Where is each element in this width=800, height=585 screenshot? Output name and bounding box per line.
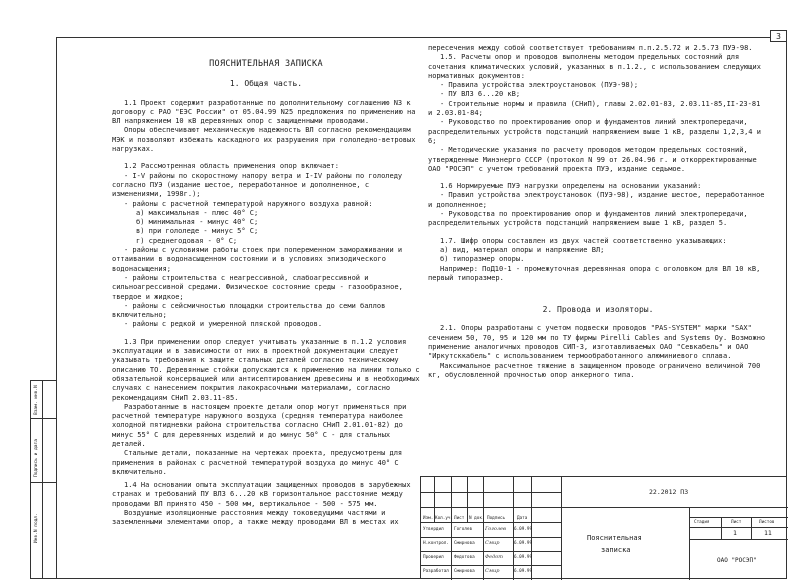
signature-image: Федот [485,554,504,560]
role-name: Федотова [454,555,475,560]
strip-label-inventory: Инв.N подл. [34,513,39,543]
paragraph: Стальные детали, показанные на чертежах проекта, предусмотрены для применения в районах с расчетной температурой воздуха до минус 40° C включительно. [112,449,403,476]
signature-image: Гоголев [485,526,506,532]
stage-header: Стадия [694,520,710,525]
left-margin-strip [30,380,56,579]
left-text-column [112,48,420,528]
sheet-number: 3 [770,30,787,42]
paragraph: 1.1 Проект содержит разработанные по дополнительному соглашению N3 к договору с РАО "ЕЭС России" от 05.04.99 N25 предложения по применению на ВЛ напряжением 10 кВ деревянных опор с защищенными проводами. [112,98,416,126]
role-label: Проверил [423,555,444,560]
signature-image: Смир [485,540,500,546]
sheet-value: 1 [733,529,737,537]
document-title-line-2: записка [601,546,631,554]
list-item: б) минимальная - минус 40° C; [136,218,259,227]
col-header-sheet: Лист [454,516,465,521]
paragraph: 1.2 Рассмотренная область применения опор включает: [124,162,339,171]
list-item: - I-V районы по скоростному напору ветра и I-IV районы по гололеду согласно ПУЭ (издание шестое, переработанное и дополненное, с изменениями, 1998г.); [112,171,403,199]
role-date: 6.09.99 [514,555,533,560]
section-heading-2: 2. Провода и изоляторы. [542,305,654,315]
document-title-line-1: Пояснительная [587,534,642,542]
strip-cell-signature [31,419,56,483]
list-item: - ПУ ВЛЗ 6...20 кВ; [440,90,521,99]
sheets-value: 11 [764,529,772,537]
col-header-docnum: N док. [469,516,485,521]
right-text-column [428,44,768,380]
strip-cell-replacement [31,381,56,419]
strip-cell-inventory [31,483,56,580]
sheets-header: Листов [759,520,775,525]
col-header-change: Изм. [423,516,434,521]
role-name: Смирнова [454,569,475,574]
paragraph: пересечения между собой соответствует требованиям п.п.2.5.72 и 2.5.73 ПУЭ-98. [428,44,753,52]
list-item: - районы с сейсмичностью площадки строительства до семи баллов включительно; [112,301,386,320]
paragraph: Максимальное расчетное тяжение в защищенном проводе ограничено величиной 700 кг, обусловленной прочностью опор анкерного типа. [428,361,761,379]
list-item: - районы строительства с неагрессивной, слабоагрессивной и сильноагрессивной средами. Физическое состояние среды - газообразное, твердое и жидкое; [112,273,403,301]
list-item: в) при гололеде - минус 5° C; [136,227,259,236]
section-heading-1: 1. Общая часть. [229,79,303,89]
list-item: - районы с расчетной температурой наружного воздуха равной: [124,199,373,208]
title-block [420,476,787,579]
col-header-date: Дата [517,516,528,521]
role-name: Смирнова [454,541,475,546]
list-item: - Руководства по проектированию опор и фундаментов линий электропередачи, распределительных устройств подстанций напряжением выше 1 кВ, раздел 5. [428,210,748,228]
col-header-signature: Подпись [487,516,506,521]
strip-label-signature: Подпись и дата [34,439,39,477]
role-date: 6.09.99 [514,569,533,574]
list-item: - Руководство по проектированию опор и фундаментов линий электропередачи, распределительных устройств подстанций напряжением выше 1 кВ, разделы 1,2,3,4 и 6; [428,118,761,145]
list-item: - районы с условиями работы стоек при попеременном замораживании и оттаивании в водонасыщенном состоянии и в условиях эпизодического водонасыщения; [112,246,403,273]
paragraph: Например: ПоД10-1 - промежуточная деревянная опора с оголовком для ВЛ 10 кВ, первый типоразмер. [428,264,761,282]
list-item: - Методические указания по расчету проводов методом предельных состояний, утвержденные Минэнерго СССР (протокол N 99 от 26.04.96 г. и откорректированные ОАО "РОСЭП" с учетом требований проекта ПУЭ, издание седьмое. [428,146,757,173]
list-item: - районы с редкой и умеренной пляской проводов. [124,320,323,329]
sheet-header: Лист [731,520,742,525]
signature-image: Смир [485,568,500,574]
page-title: ПОЯСНИТЕЛЬНАЯ ЗАПИСКА [209,59,323,69]
role-date: 6.09.99 [514,527,533,532]
organization-name: ОАО "РОСЭП" [717,557,757,564]
role-date: 6.09.99 [514,541,533,546]
paragraph: Воздушные изоляционные расстояния между токоведущими частями и заземленными элементами опор, а также между проводами ВЛ в местах их [112,509,399,527]
paragraph: 1.4 На основании опыта эксплуатации защищенных проводов в зарубежных странах и требований ПУ ВЛЗ 6...20 кВ горизонтальное расстояние между проводами ВЛ принято 450 - 500 мм, вертикальное - 500 - 575 мм. [112,481,411,508]
paragraph: Опоры обеспечивают механическую надежность ВЛ согласно рекомендациям МЭК и позволяют избежать каскадного их разрушения при гололедно-ветровых нагрузках. [112,126,416,154]
document-code: 22.2012 ПЗ [649,488,689,496]
list-item: - Строительные нормы и правила (СНиП), главы 2.02.01-83, 2.03.11-85,II-23-81 и 2.03.01-84; [428,99,761,118]
paragraph: Разработанные в настоящем проекте детали опор могут применяться при расчетной температуре наружного воздуха (средняя температура наиболее холодной пятидневки района строительства согласно СНиП 2.01.01-82) до минус 55° C для деревянных изделий и до минус 50° C - для стальных деталей. [112,402,407,448]
list-item: г) среднегодовая - 0° C; [136,236,238,245]
paragraph: 1.5. Расчеты опор и проводов выполнены методом предельных состояний для сочетания климатических условий, указанных в п.1.2., с использованием следующих нормативных документов: [428,53,761,80]
list-item: - Правил устройства электроустановок (ПУЭ-98), издание шестое, переработанное и дополненное; [428,191,765,209]
list-item: а) вид, материал опоры и напряжение ВЛ; [440,245,605,254]
list-item: а) максимальная - плюс 40° C; [136,208,259,217]
list-item: - Правила устройства электроустановок (ПУЭ-98); [440,81,639,90]
role-label: Н.контрол. [423,541,449,546]
col-header-count: Кол.уч. [435,516,454,521]
list-item: б) типоразмер опоры. [440,255,525,264]
role-name: Гоголев [454,527,473,532]
paragraph: 1.3 При применении опор следует учитывать указанные в п.1.2 условия эксплуатации и в зависимости от них в проектной документации следует указывать требования к защите стальных деталей согласно техническому описанию ТО. Деревянные стойки допускаются к применению на линии только с обязательной консервацией или антисептированием древесины и в необходимых случаях с нанесением покрытия лакокрасочными материалами, согласно рекомендациям СНиП 2.03.11-85. [112,337,420,402]
paragraph: 1.6 Нормируемые ПУЭ нагрузки определены на основании указаний: [440,182,702,191]
role-label: Утвердил [423,527,444,532]
role-label: Разработал [423,569,449,574]
paragraph: 2.1. Опоры разработаны с учетом подвески проводов "PAS-SYSTEM" марки "SAX" сечением 50, 70, 95 и 120 мм по ТУ фирмы Pirelli Cables and Systems Oy. Возможно применение аналогичных проводов СИП-3, изготавливаемых ОАО "Севкабель" и ОАО "Иркутсккабель" с использованием термообработанного алюминиевого сплава. [428,324,766,361]
paragraph: 1.7. Шифр опоры составлен из двух частей соответственно указывающих: [440,236,727,245]
strip-label-replacement: Взам. инв.N [34,385,39,415]
